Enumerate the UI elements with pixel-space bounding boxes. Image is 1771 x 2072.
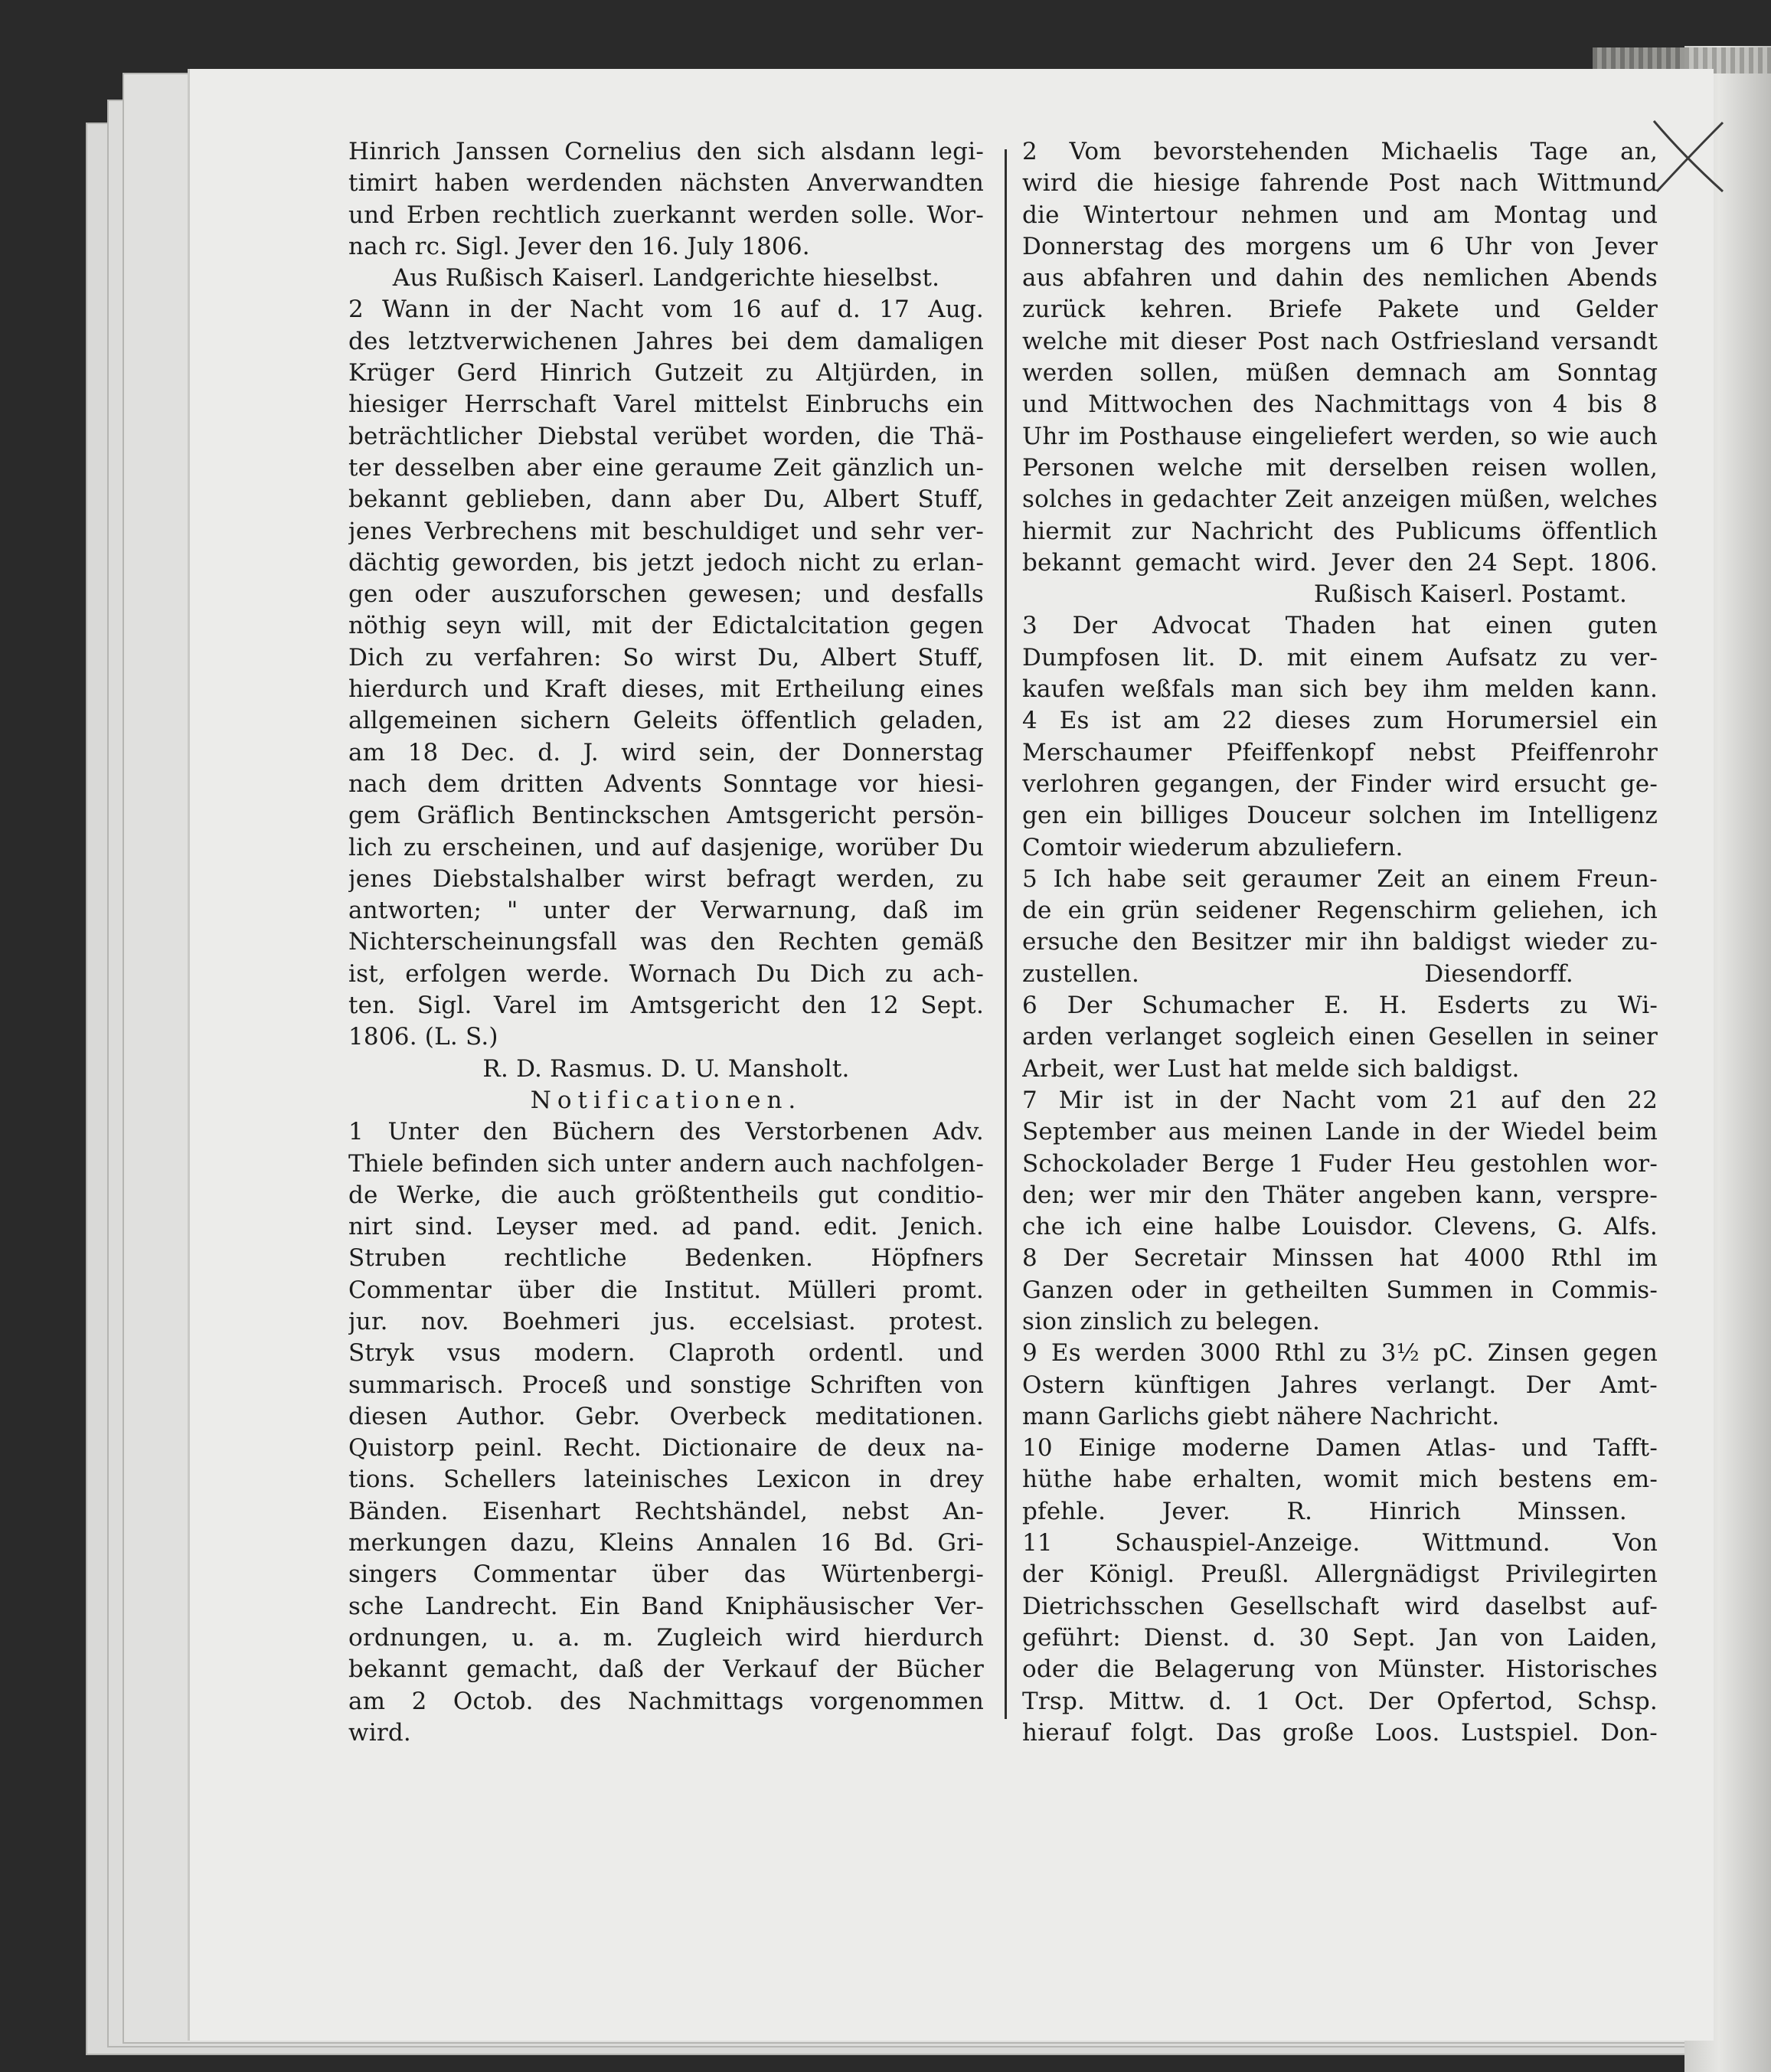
text-line: Trsp. Mittw. d. 1 Oct. Der Opfertod, Schsp.	[1022, 1687, 1658, 1715]
text-line: ordnungen, u. a. m. Zugleich wird hierdurch	[348, 1623, 984, 1652]
text-line: mann Garlichs giebt nähere Nachricht.	[1022, 1402, 1500, 1430]
text-line: R. D. Rasmus. D. U. Mansholt.	[482, 1054, 850, 1083]
text-line: Arbeit, wer Lust hat melde sich baldigst.	[1022, 1054, 1520, 1083]
text-line: Rußisch Kaiserl. Postamt.	[1313, 580, 1627, 609]
text-line: Personen welche mit derselben reisen wollen,	[1022, 453, 1658, 482]
text-line: jenes Diebstalshalber wirst befragt werden, zu	[348, 864, 984, 893]
text-line: nirt sind. Leyser med. ad pand. edit. Jenich.	[348, 1213, 984, 1241]
text-line: nach dem dritten Advents Sonntage vor hiesi-	[348, 770, 984, 798]
text-line: de Werke, die auch größtentheils gut conditio-	[348, 1181, 984, 1209]
text-line: geführt: Dienst. d. 30 Sept. Jan von Laiden,	[1022, 1623, 1658, 1652]
text-line: gem Gräflich Bentinckschen Amtsgericht persön-	[348, 802, 984, 830]
left-column	[348, 136, 984, 1749]
text-line: bekannt geblieben, dann aber Du, Albert Stuff,	[348, 485, 984, 514]
text-line: hiesiger Herrschaft Varel mittelst Einbruchs ein	[348, 391, 984, 419]
text-line: gen ein billiges Douceur solchen im Intelligenz	[1022, 802, 1658, 830]
text-line: hierdurch und Kraft dieses, mit Ertheilung eines	[348, 675, 984, 704]
text-line: oder die Belagerung von Münster. Historisches	[1022, 1655, 1658, 1684]
text-line: der Königl. Preußl. Allergnädigst Privilegirten	[1022, 1561, 1658, 1589]
text-line: Stryk vsus modern. Claproth ordentl. und	[348, 1339, 984, 1368]
text-line: hüthe habe erhalten, womit mich bestens em-	[1022, 1466, 1658, 1494]
text-line: gen oder auszuforschen gewesen; und desfalls	[348, 580, 984, 609]
text-line: und Mittwochen des Nachmittags von 4 bis 8	[1022, 391, 1658, 419]
text-line: 11 Schauspiel-Anzeige. Wittmund. Von	[1022, 1529, 1658, 1557]
text-line: Struben rechtliche Bedenken. Höpfners	[348, 1244, 984, 1273]
text-line: die Wintertour nehmen und am Montag und	[1022, 201, 1658, 229]
text-line: Uhr im Posthause eingeliefert werden, so wie auch	[1022, 422, 1658, 450]
text-line: beträchtlicher Diebstal verübet worden, die Thä-	[348, 422, 984, 450]
text-line: am 2 Octob. des Nachmittags vorgenommen	[348, 1687, 984, 1715]
pencil-cross-mark	[1646, 115, 1730, 199]
text-line: merkungen dazu, Kleins Annalen 16 Bd. Gri-	[348, 1529, 984, 1557]
text-line: 5 Ich habe seit geraumer Zeit an einem Freun-	[1022, 864, 1658, 893]
section-heading: Notificationen.	[530, 1086, 802, 1114]
text-line: den; wer mir den Thäter angeben kann, verspre-	[1022, 1181, 1658, 1209]
text-line: bekannt gemacht wird. Jever den 24 Sept. 1806.	[1022, 548, 1658, 577]
text-line: 10 Einige moderne Damen Atlas- und Tafft-	[1022, 1434, 1658, 1462]
text-line: 9 Es werden 3000 Rthl zu 3½ pC. Zinsen gegen	[1022, 1339, 1658, 1368]
text-line: am 18 Dec. d. J. wird sein, der Donnerstag	[348, 738, 984, 766]
text-line: Donnerstag des morgens um 6 Uhr von Jever	[1022, 232, 1658, 260]
text-line: de ein grün seidener Regenschirm geliehen, ich	[1022, 897, 1658, 925]
text-line: arden verlanget sogleich einen Gesellen in seiner	[1022, 1023, 1658, 1051]
text-line: sion zinslich zu belegen.	[1022, 1307, 1321, 1335]
text-line: lich zu erscheinen, und auf dasjenige, worüber Du	[348, 833, 984, 861]
text-line: Nichterscheinungsfall was den Rechten gemäß	[348, 928, 984, 956]
text-line: solches in gedachter Zeit anzeigen müßen, welches	[1022, 485, 1658, 514]
text-line: aus abfahren und dahin des nemlichen Abends	[1022, 264, 1658, 292]
text-line: verlohren gegangen, der Finder wird ersucht ge-	[1022, 770, 1658, 798]
text-line: Merschaumer Pfeiffenkopf nebst Pfeiffenrohr	[1022, 738, 1658, 766]
text-line: Comtoir wiederum abzuliefern.	[1022, 833, 1403, 861]
text-line: zurück kehren. Briefe Pakete und Gelder	[1022, 296, 1658, 324]
text-line: Commentar über die Institut. Mülleri promt.	[348, 1276, 984, 1304]
text-line: Thiele befinden sich unter andern auch nachfolgen-	[348, 1149, 984, 1178]
text-line: ist, erfolgen werde. Wornach Du Dich zu ach-	[348, 959, 984, 988]
text-line: 4 Es ist am 22 dieses zum Horumersiel ein	[1022, 707, 1658, 735]
text-line: September aus meinen Lande in der Wiedel beim	[1022, 1118, 1658, 1146]
text-line: Krüger Gerd Hinrich Gutzeit zu Altjürden, in	[348, 359, 984, 387]
text-line: dächtig geworden, bis jetzt jedoch nicht zu erlan-	[348, 548, 984, 577]
text-line: hiermit zur Nachricht des Publicums öffentlich	[1022, 517, 1658, 545]
text-line: timirt haben werdenden nächsten Anverwandten	[348, 169, 984, 198]
text-line: Ganzen oder in getheilten Summen in Commis-	[1022, 1276, 1658, 1304]
text-line: Aus Rußisch Kaiserl. Landgerichte hieselbst.	[392, 264, 940, 292]
text-line: 1806. (L. S.)	[348, 1023, 498, 1051]
text-line: und Erben rechtlich zuerkannt werden solle. Wor-	[348, 201, 984, 229]
text-line: kaufen weßfals man sich bey ihm melden kann.	[1022, 675, 1658, 704]
text-line: singers Commentar über das Würtenbergi-	[348, 1561, 984, 1589]
column-divider	[1005, 149, 1007, 1719]
text-line: nach rc. Sigl. Jever den 16. July 1806.	[348, 232, 810, 260]
text-line: summarisch. Proceß und sonstige Schriften von	[348, 1371, 984, 1399]
text-line: ersuche den Besitzer mir ihn baldigst wieder zu-	[1022, 928, 1658, 956]
text-line: Dich zu verfahren: So wirst Du, Albert Stuff,	[348, 643, 984, 672]
text-line: jenes Verbrechens mit beschuldiget und sehr ver-	[348, 517, 984, 545]
text-line: antworten; " unter der Verwarnung, daß im	[348, 897, 984, 925]
text-line: jur. nov. Boehmeri jus. eccelsiast. protest.	[348, 1307, 984, 1335]
text-line: ten. Sigl. Varel im Amtsgericht den 12 Sept.	[348, 992, 984, 1020]
text-line: 1 Unter den Büchern des Verstorbenen Adv.	[348, 1118, 984, 1146]
text-line: Schockolader Berge 1 Fuder Heu gestohlen wor-	[1022, 1149, 1658, 1178]
text-line: allgemeinen sichern Geleits öffentlich geladen,	[348, 707, 984, 735]
text-line: 8 Der Secretair Minssen hat 4000 Rthl im	[1022, 1244, 1658, 1273]
text-line: werden sollen, müßen demnach am Sonntag	[1022, 359, 1658, 387]
text-line: nöthig seyn will, mit der Edictalcitation gegen	[348, 612, 984, 640]
text-line: 3 Der Advocat Thaden hat einen guten	[1022, 612, 1658, 640]
text-line: Ostern künftigen Jahres verlangt. Der Amt-	[1022, 1371, 1658, 1399]
text-line: 6 Der Schumacher E. H. Esderts zu Wi-	[1022, 992, 1658, 1020]
text-line: Dumpfosen lit. D. mit einem Aufsatz zu ver-	[1022, 643, 1658, 672]
text-line: welche mit dieser Post nach Ostfriesland versandt	[1022, 327, 1658, 355]
text-line: tions. Schellers lateinisches Lexicon in drey	[348, 1466, 984, 1494]
text-line: hierauf folgt. Das große Loos. Lustspiel. Don-	[1022, 1718, 1658, 1747]
text-line: zustellen. Diesendorff.	[1022, 959, 1573, 988]
text-line: Quistorp peinl. Recht. Dictionaire de deux na-	[348, 1434, 984, 1462]
text-line: Dietrichsschen Gesellschaft wird daselbst auf-	[1022, 1592, 1658, 1620]
text-line: ter desselben aber eine geraume Zeit gänzlich un-	[348, 453, 984, 482]
text-line: des letztverwichenen Jahres bei dem damaligen	[348, 327, 984, 355]
text-line: che ich eine halbe Louisdor. Clevens, G. Alfs.	[1022, 1213, 1658, 1241]
text-line: 2 Wann in der Nacht vom 16 auf d. 17 Aug.	[348, 296, 984, 324]
text-line: bekannt gemacht, daß der Verkauf der Bücher	[348, 1655, 984, 1684]
text-line: pfehle. Jever. R. Hinrich Minssen.	[1022, 1497, 1627, 1525]
text-line: sche Landrecht. Ein Band Kniphäusischer Ver-	[348, 1592, 984, 1620]
text-line: 7 Mir ist in der Nacht vom 21 auf den 22	[1022, 1086, 1658, 1114]
text-line: 2 Vom bevorstehenden Michaelis Tage an,	[1022, 138, 1658, 165]
text-line: diesen Author. Gebr. Overbeck meditationen.	[348, 1402, 984, 1430]
text-line: wird die hiesige fahrende Post nach Wittmund	[1022, 169, 1658, 198]
text-line: Hinrich Janssen Cornelius den sich alsdann legi-	[348, 138, 984, 165]
text-line: wird.	[348, 1718, 411, 1747]
text-line: Bänden. Eisenhart Rechtshändel, nebst An-	[348, 1497, 984, 1525]
right-column	[1022, 136, 1658, 1749]
